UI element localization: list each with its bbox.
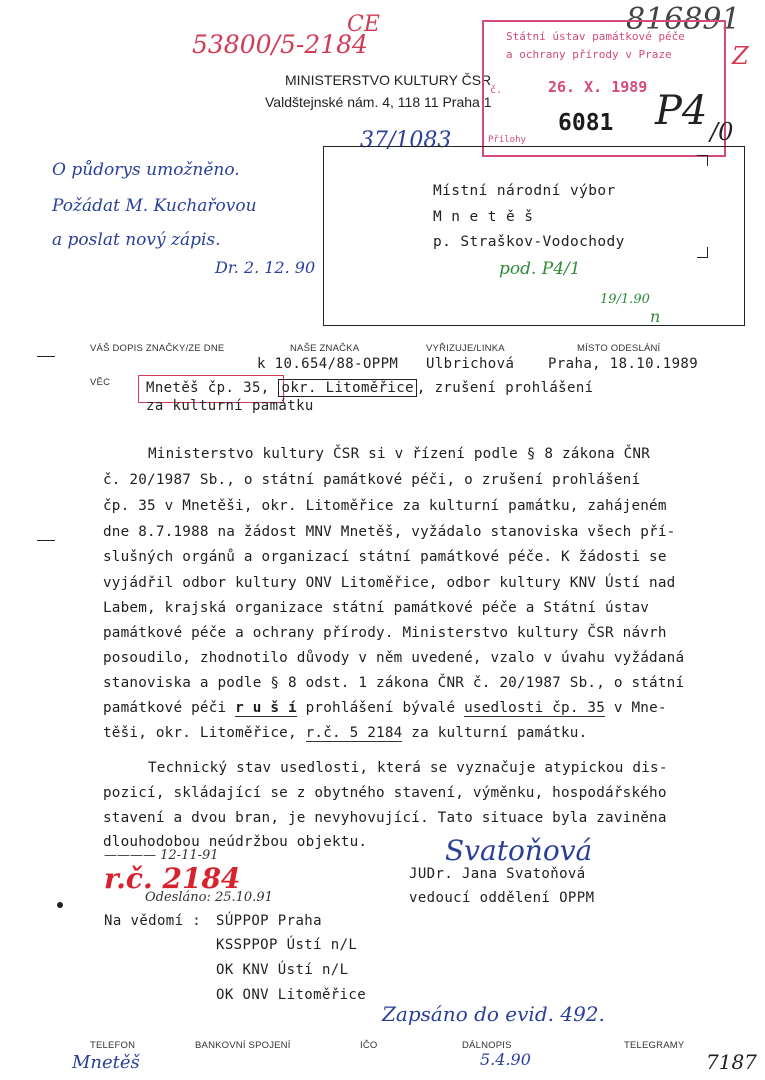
stamp-label-c: č. [490, 85, 503, 96]
copies-item-4: OK ONV Litoměřice [216, 987, 367, 1003]
label-handled-by: VYŘIZUJE/LINKA [426, 343, 505, 354]
body-decision-rusi: r u š í [235, 700, 297, 716]
stamp-line-1: Státní ústav památkové péče [506, 30, 685, 43]
body-p1-line-1: Ministerstvo kultury ČSR si v řízení podle § 8 zákona ČNR [148, 446, 651, 462]
copies-item-3: OK KNV Ústí n/L [216, 962, 349, 978]
label-your-letter: VÁŠ DOPIS ZNAČKY/ZE DNE [90, 343, 225, 354]
handwritten-ref-number: 53800/5-2184 [192, 30, 368, 59]
body-p1-line-5: slušných orgánů a organizací státní památkové péče. K žádosti se [103, 549, 667, 565]
handwritten-green-mark: pod. P4/1 [499, 259, 581, 279]
body-p1-line-2: č. 20/1987 Sb., o státní památkové péči, o zrušení prohlášení [103, 472, 641, 488]
handwritten-green-initials: n [650, 307, 661, 326]
body-p1-line-6: vyjádřil odbor kultury ONV Litoměřice, odbor kultury KNV Ústí nad [103, 575, 676, 591]
signature: Svatoňová [445, 834, 593, 867]
stamp-number: 6081 [558, 110, 614, 136]
body-p2-line-1: Technický stav usedlosti, která se vyznačuje atypickou dis- [148, 760, 668, 776]
body-p1-line-7: Labem, krajská organizace státní památkové péče a Státní ústav [103, 600, 650, 616]
handwritten-top-right-number: 816891 [626, 2, 741, 37]
body-p1-line-12 [103, 725, 587, 741]
footer-ico: IČO [360, 1040, 378, 1051]
handwritten-bottom-left: Mnetěš [72, 1052, 140, 1073]
subject-label: VĚC [90, 377, 111, 388]
body-reg-number: r.č. 5 2184 [305, 725, 403, 741]
handwritten-bottom-date: 5.4.90 [480, 1050, 531, 1069]
corner-mark-bottom [697, 247, 708, 258]
corner-mark-top [697, 155, 708, 166]
handwritten-top-mark: CE [347, 12, 380, 37]
body-p1-line-10: stanoviska a podle § 8 odst. 1 zákona ČNR č. 20/1987 Sb., o státní [103, 675, 685, 691]
footer-dalnopis: DÁLNOPIS [462, 1040, 512, 1051]
copies-item-2: KSSPPOP Ústí n/L [216, 937, 358, 953]
handwritten-rc-number: r.č. 2184 [104, 862, 241, 895]
handwritten-p4: P4 [655, 88, 708, 134]
body-l11-c: prohlášení bývalé [296, 700, 465, 716]
recipient-address-box [323, 146, 745, 326]
handwritten-sent-note: Odesláno: 25.10.91 [145, 890, 273, 905]
footer-bank: BANKOVNÍ SPOJENÍ [195, 1040, 291, 1051]
handwritten-green-date: 19/1.90 [600, 292, 650, 307]
body-usedlost: usedlosti čp. 35 [464, 700, 606, 716]
body-p2-line-2: pozicí, skládající se z obytného stavení, výměnku, hospodářského [103, 785, 667, 801]
fold-mark-1 [37, 356, 55, 357]
body-p1-line-11 [103, 700, 667, 716]
handwritten-left-note-2: Požádat M. Kuchařovou [52, 196, 257, 216]
label-our-ref: NAŠE ZNAČKA [290, 343, 360, 354]
handwritten-bottom-corner: 7187 [706, 1050, 757, 1074]
signatory-name: JUDr. Jana Svatoňová [409, 866, 586, 882]
punch-dot [57, 902, 63, 908]
recipient-line-1: Místní národní výbor [433, 183, 616, 199]
handwritten-left-note-1: O půdorys umožněno. [52, 160, 240, 180]
handwritten-left-note-date: Dr. 2. 12. 90 [215, 258, 316, 277]
subject-line-1 [146, 380, 594, 396]
body-p2-line-4: dlouhodobou neúdržbou objektu. [103, 834, 368, 850]
recipient-line-2: M n e t ě š [433, 209, 534, 225]
body-p2-line-3: stavení a dvou bran, je nevyhovující. Tato situace byla zaviněna [103, 810, 667, 826]
place-date-value: Praha, 18.10.1989 [548, 356, 699, 372]
our-ref-value: k 10.654/88-OPPM [257, 356, 399, 372]
received-date: 12-11-91 [160, 848, 219, 863]
ministry-address: Valdštejnské nám. 4, 118 11 Praha 1 [265, 94, 492, 110]
handwritten-mid-note: 37/1083 [360, 128, 452, 153]
subject-line-2: za kulturní památku [146, 398, 314, 414]
handwritten-slash-zero: /0 [710, 118, 734, 146]
body-l12-a: těši, okr. Litoměřice, [103, 725, 306, 741]
subject-place: Mnetěš [146, 380, 199, 396]
handled-by-value: Ulbrichová [426, 356, 515, 372]
signatory-title: vedoucí oddělení OPPM [409, 890, 595, 906]
copies-item-1: SÚPPOP Praha [216, 913, 322, 929]
footer-telegram: TELEGRAMY [624, 1040, 685, 1051]
subject-house-number: čp. 35, [207, 380, 270, 396]
handwritten-bottom-note: Zapsáno do evid. 492. [382, 1002, 605, 1026]
subject-action: , zrušení prohlášení [416, 380, 594, 396]
subject-district: okr. Litoměřice [278, 379, 416, 397]
label-place-date: MÍSTO ODESLÁNÍ [577, 343, 661, 354]
copies-label: Na vědomí : [104, 913, 202, 929]
footer-telefon: TELEFON [90, 1040, 136, 1051]
body-p1-line-8: památkové péče a ochrany přírody. Ministerstvo kultury ČSR návrh [103, 625, 667, 641]
body-p1-line-4: dne 8.7.1988 na žádost MNV Mnetěš, vyžádalo stanoviska všech pří- [103, 524, 676, 540]
handwritten-z-mark: Z [732, 42, 749, 70]
stamp-line-2: a ochrany přírody v Praze [506, 48, 672, 61]
stamp-label-prilohy: Přílohy [488, 135, 526, 145]
stamp-date: 26. X. 1989 [548, 78, 648, 96]
body-l11-a: památkové péči [103, 700, 236, 716]
ministry-name: MINISTERSTVO KULTURY ČSR [285, 72, 492, 88]
handwritten-received-note: ———— 12-11-91 [104, 848, 219, 863]
body-p1-line-9: posoudilo, zhodnotilo důvody v něm uvedené, vzalo v úvahu vyžádaná [103, 650, 685, 666]
body-l11-e: v Mne- [605, 700, 667, 716]
body-p1-line-3: čp. 35 v Mnetěši, okr. Litoměřice za kulturní památku, zahájeném [103, 498, 667, 514]
handwritten-left-note-3: a poslat nový zápis. [52, 230, 221, 250]
fold-mark-2 [37, 540, 55, 541]
recipient-line-3: p. Straškov-Vodochody [433, 234, 625, 250]
body-l12-c: za kulturní památku. [402, 725, 588, 741]
